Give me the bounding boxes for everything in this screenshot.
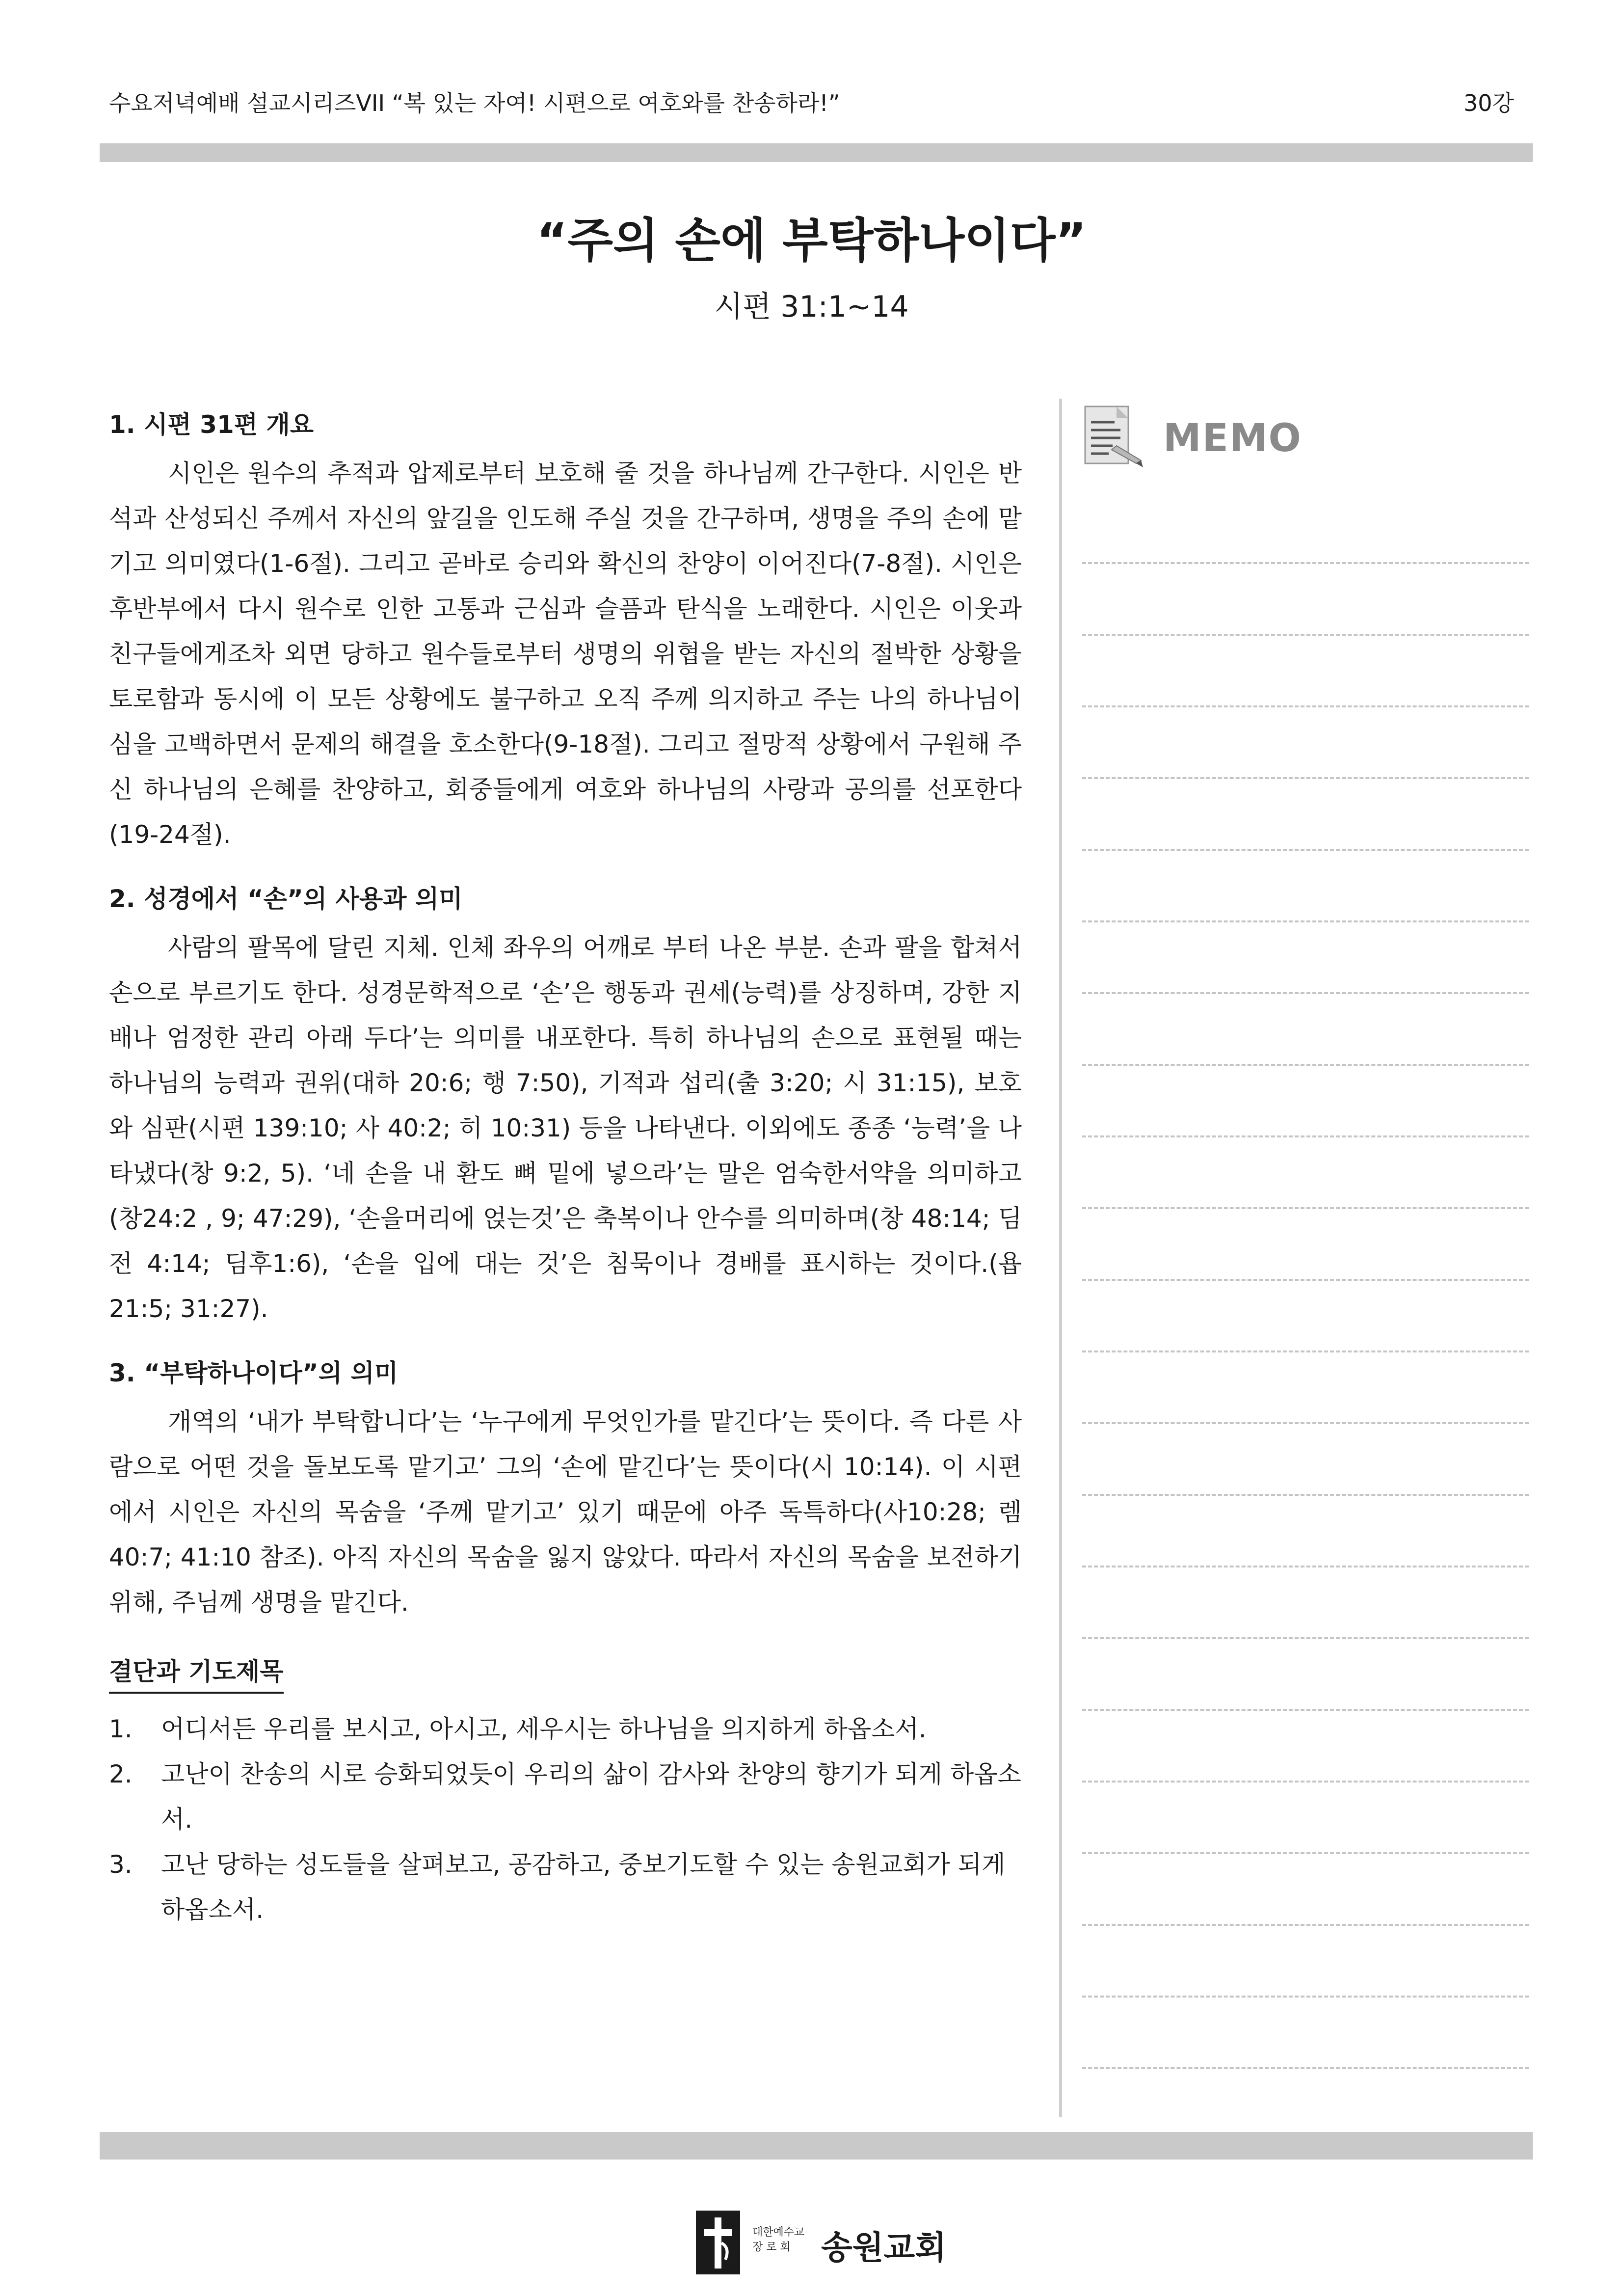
- section-entrust-meaning: [109, 1356, 1022, 1625]
- memo-line: [1082, 1781, 1529, 1783]
- denomination-text: 대한예수교 장 로 회: [752, 2226, 805, 2253]
- prayer-number: 3.: [109, 1850, 133, 1879]
- prayer-text: 고난이 찬송의 시로 승화되었듯이 우리의 삶이 감사와 찬양의 향기가 되게 하옵소서.: [161, 1760, 1021, 1834]
- section-heading: 1. 시편 31편 개요: [109, 410, 314, 439]
- memo-line: [1082, 705, 1529, 707]
- prayer-text: 어디서든 우리를 보시고, 아시고, 세우시는 하나님을 의지하게 하옵소서.: [161, 1715, 927, 1743]
- section-body: 시인은 원수의 추적과 압제로부터 보호해 줄 것을 하나님께 간구한다. 시인은 반석과 산성되신 주께서 자신의 앞길을 인도해 주실 것을 간구하며, 생명을 주의 손에 맡기고 의미였다(1-6절). 그리고 곧바로 승리와 확신의 찬양이 이어진다(7-8절). 시인은 후반부에서 다시 원수로 인한 고통과 근심과 슬픔과 탄식을 노래한다. 시인은 이웃과 친구들에게조차 외면 당하고 원수들로부터 생명의 위협을 받는 자신의 절박한 상황을 토로함과 동시에 이 모든 상황에도 불구하고 오직 주께 의지하고 주는 나의 하나님이심을 고백하면서 문제의 해결을 호소한다(9-18절). 그리고 절망적 상황에서 구원해 주신 하나님의 은혜를 찬양하고, 회중들에게 여호와 하나님의 사랑과 공의를 선포한다(19-24절).: [109, 459, 1022, 849]
- scripture-reference: 시편 31:1~14: [714, 290, 909, 324]
- series-title: 수요저녁예배 설교시리즈VII “복 있는 자여! 시편으로 여호와를 찬송하라!”: [109, 90, 840, 116]
- section-body: 개역의 ‘내가 부탁합니다’는 ‘누구에게 무엇인가를 맡긴다’는 뜻이다. 즉 다른 사람으로 어떤 것을 돌보도록 맡기고’ 그의 ‘손에 맡긴다’는 뜻이다(시 10:14). 이 시편에서 시인은 자신의 목숨을 ‘주께 맡기고’ 있기 때문에 아주 독특하다(사10:28; 렘40:7; 41:10 참조). 아직 자신의 목숨을 잃지 않았다. 따라서 자신의 목숨을 보전하기 위해, 주님께 생명을 맡긴다.: [109, 1407, 1022, 1617]
- footer-bar: [100, 2132, 1533, 2160]
- memo-line: [1082, 1422, 1529, 1424]
- memo-line: [1082, 992, 1529, 994]
- section-heading: 3. “부탁하나이다”의 의미: [109, 1359, 399, 1387]
- prayer-number: 1.: [109, 1715, 133, 1743]
- prayer-number: 2.: [109, 1760, 133, 1788]
- memo-line: [1082, 634, 1529, 636]
- church-name: 송원교회: [821, 2229, 947, 2267]
- memo-line: [1082, 562, 1529, 564]
- prayer-text: 고난 당하는 성도들을 살펴보고, 공감하고, 중보기도할 수 있는 송원교회가 되게 하옵소서.: [161, 1850, 1006, 1924]
- prayer-item: [109, 1842, 1022, 1932]
- memo-line: [1082, 920, 1529, 922]
- header-bar: [100, 143, 1533, 162]
- memo-line: [1082, 1709, 1529, 1711]
- resolution-heading: 결단과 기도제목: [109, 1654, 284, 1694]
- lecture-number: 30강: [1463, 90, 1514, 116]
- memo-line: [1082, 1924, 1529, 1926]
- memo-note-pencil-icon: [1082, 403, 1146, 471]
- main-content: [109, 407, 1022, 1932]
- memo-line: [1082, 849, 1529, 851]
- memo-line: [1082, 1207, 1529, 1209]
- memo-line: [1082, 1351, 1529, 1352]
- prayer-item: [109, 1752, 1022, 1842]
- column-divider: [1059, 399, 1062, 2117]
- memo-line: [1082, 1494, 1529, 1496]
- memo-line: [1082, 1996, 1529, 1998]
- section-hand-meaning: [109, 882, 1022, 1331]
- memo-header: [1082, 403, 1524, 471]
- prayer-list: [109, 1706, 1022, 1932]
- section-overview: [109, 407, 1022, 857]
- memo-line: [1082, 1637, 1529, 1639]
- prayer-item: [109, 1706, 1022, 1752]
- memo-line: [1082, 777, 1529, 779]
- section-heading: 2. 성경에서 “손”의 사용과 의미: [109, 885, 463, 913]
- section-body: 사람의 팔목에 달린 지체. 인체 좌우의 어깨로 부터 나온 부분. 손과 팔을 합쳐서 손으로 부르기도 한다. 성경문학적으로 ‘손’은 행동과 권세(능력)를 상징하며, 강한 지배나 엄정한 관리 아래 두다’는 의미를 내포한다. 특히 하나님의 손으로 표현될 때는 하나님의 능력과 권위(대하 20:6; 행 7:50), 기적과 섭리(출 3:20; 시 31:15), 보호와 심판(시편 139:10; 사 40:2; 히 10:31) 등을 나타낸다. 이외에도 종종 ‘능력’을 나타냈다(창 9:2, 5). ‘네 손을 내 환도 뼈 밑에 넣으라’는 말은 엄숙한서약을 의미하고 (창24:2 , 9; 47:29), ‘손을머리에 얹는것’은 축복이나 안수를 의미하며(창 48:14; 딤전 4:14; 딤후1:6), ‘손을 입에 대는 것’은 침묵이나 경배를 표시하는 것이다.(욥 21:5; 31:27).: [109, 933, 1022, 1323]
- cross-logo-icon: [696, 2211, 740, 2274]
- church-logo: [696, 2211, 951, 2274]
- memo-line: [1082, 1064, 1529, 1066]
- memo-line: [1082, 1566, 1529, 1567]
- memo-line: [1082, 1135, 1529, 1137]
- sermon-title: “주의 손에 부탁하나이다”: [536, 213, 1087, 268]
- memo-title: MEMO: [1163, 416, 1302, 460]
- memo-line: [1082, 2067, 1529, 2069]
- memo-line: [1082, 1852, 1529, 1854]
- memo-line: [1082, 1279, 1529, 1281]
